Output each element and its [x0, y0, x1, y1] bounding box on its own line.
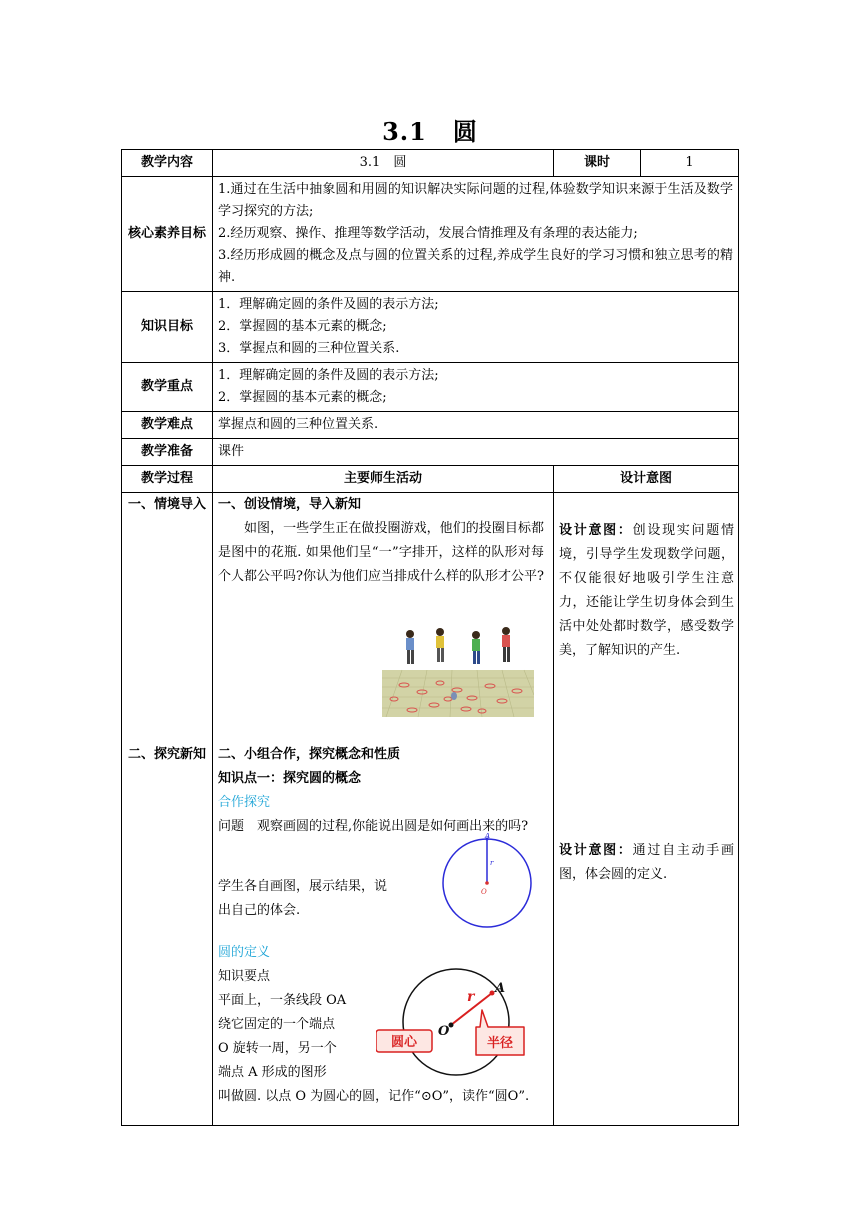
row-process	[122, 493, 739, 1126]
section1-heading: 一、创设情境，导入新知	[218, 497, 362, 512]
section2-label: 二、探究新知	[127, 747, 206, 762]
difficulty-value: 掌握点和圆的三种位置关系.	[213, 412, 739, 439]
section2-heading: 二、小组合作，探究概念和性质	[218, 747, 401, 762]
page-title: 3.1 圆	[382, 117, 478, 146]
fig2-label-o: O	[438, 1024, 450, 1039]
knowledge-goal-2: 2．掌握圆的基本元素的概念;	[218, 319, 387, 334]
section2-intent-label: 设计意图：	[559, 843, 633, 858]
section2-intent	[559, 839, 734, 887]
fig2-label-a: A	[495, 981, 506, 996]
lesson-plan-table	[121, 149, 739, 1126]
header-intent: 设计意图	[554, 466, 739, 493]
activity-cell	[213, 493, 554, 1126]
definition-line-5: 叫做圆. 以点 O 为圆心的圆，记作“⊙O”，读作“圆O”.	[218, 1089, 530, 1104]
key-points	[213, 363, 739, 412]
section-labels	[122, 493, 213, 1126]
circle-definition-title: 圆的定义	[218, 945, 271, 960]
prep-value: 课件	[213, 439, 739, 466]
fig1-label-a: A	[485, 833, 491, 840]
coop-explore-title: 合作探究	[218, 795, 271, 810]
label-knowledge: 知识目标	[122, 292, 213, 363]
knowledge-goal-3: 3．掌握点和圆的三种位置关系.	[218, 341, 400, 356]
core-goals	[213, 177, 739, 292]
label-content: 教学内容	[122, 150, 213, 177]
core-goal-3: 3.经历形成圆的概念及点与圆的位置关系的过程,养成学生良好的学习习惯和独立思考的精神.	[218, 248, 733, 285]
row-process-header	[122, 466, 739, 493]
circle-definition-figure	[376, 967, 546, 1087]
row-knowledge	[122, 292, 739, 363]
question-text: 问题 观察画圆的过程,你能说出圆是如何画出来的吗?	[218, 819, 529, 834]
label-hours: 课时	[554, 150, 641, 177]
key-point-2: 2．掌握圆的基本元素的概念;	[218, 390, 387, 405]
section1-intent-text: 创设现实问题情境，引导学生发现数学问题，不仅能很好地吸引学生注意力，还能让学生切身体会到生活中处处都时数学，感受数学美，了解知识的产生.	[559, 523, 734, 658]
answer-text: 学生各自画图，展示结果，说出自己的体会.	[218, 879, 388, 918]
section2-intent-text: 通过自主动手画图，体会圆的定义.	[559, 843, 734, 882]
core-goal-1: 1.通过在生活中抽象圆和用圆的知识解决实际问题的过程,体验数学知识来源于生活及数学学习探究的方法;	[218, 182, 733, 219]
knowledge-key-label: 知识要点	[218, 969, 271, 984]
section2-point: 知识点一：探究圆的概念	[218, 771, 362, 786]
section1-paragraph: 如图，一些学生正在做投圈游戏，他们的投圈目标都是图中的花瓶. 如果他们呈“一”字排开，这样的队形对每个人都公平吗?你认为他们应当排成什么样的队形才公平?	[218, 521, 544, 584]
header-activity: 主要师生活动	[213, 466, 554, 493]
fig2-radius-tag: 半径	[486, 1036, 514, 1051]
key-point-1: 1．理解确定圆的条件及圆的表示方法;	[218, 368, 439, 383]
core-goal-2: 2.经历观察、操作、推理等数学活动，发展合情推理及有条理的表达能力;	[218, 226, 638, 241]
fig1-label-r: r	[490, 859, 494, 867]
knowledge-goal-1: 1．理解确定圆的条件及圆的表示方法;	[218, 297, 439, 312]
row-content	[122, 150, 739, 177]
row-difficulty	[122, 412, 739, 439]
section1-intent	[559, 519, 734, 663]
label-process: 教学过程	[122, 466, 213, 493]
label-core: 核心素养目标	[122, 177, 213, 292]
fig2-label-r: r	[467, 989, 475, 1005]
row-prep	[122, 439, 739, 466]
row-core	[122, 177, 739, 292]
definition-line-4: 端点 A 形成的图形	[218, 1065, 327, 1080]
row-key	[122, 363, 739, 412]
label-prep: 教学准备	[122, 439, 213, 466]
content-value: 3.1 圆	[213, 150, 554, 177]
definition-line-1: 平面上，一条线段 OA	[218, 993, 347, 1008]
ring-toss-illustration	[382, 625, 534, 717]
fig1-label-o: O	[481, 888, 487, 896]
section1-label: 一、情境导入	[127, 497, 206, 512]
section1-intent-label: 设计意图：	[559, 523, 633, 538]
label-difficulty: 教学难点	[122, 412, 213, 439]
label-key: 教学重点	[122, 363, 213, 412]
definition-line-3: O 旋转一周，另一个	[218, 1041, 337, 1056]
definition-line-2: 绕它固定的一个端点	[218, 1017, 336, 1032]
knowledge-goals	[213, 292, 739, 363]
intent-cell	[554, 493, 739, 1126]
drawing-circle-figure	[438, 833, 538, 935]
fig2-center-tag: 圆心	[390, 1035, 418, 1050]
hours-value: 1	[641, 150, 739, 177]
